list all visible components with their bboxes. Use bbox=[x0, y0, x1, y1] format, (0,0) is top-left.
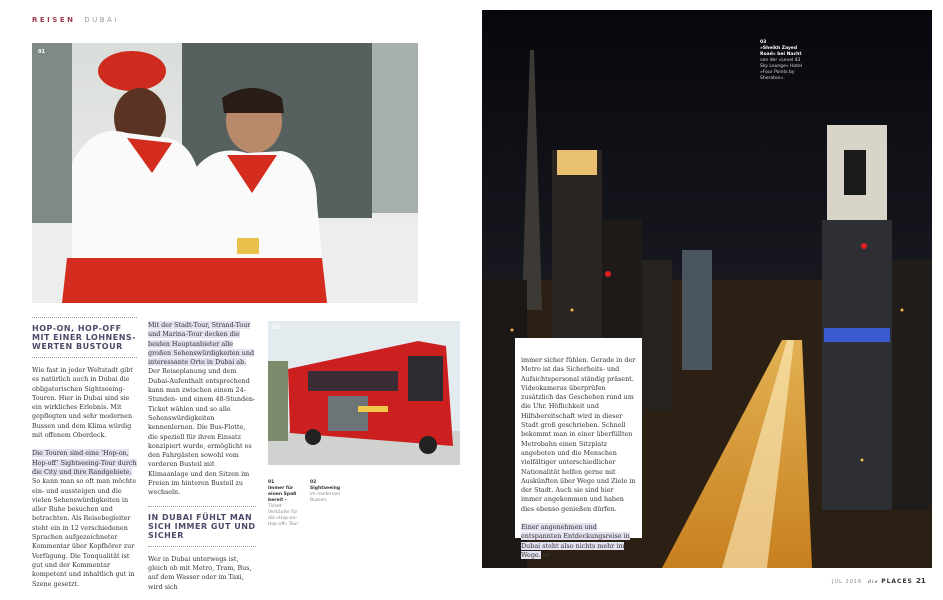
paragraph-text: Wie fast in jeder Weltstadt gibt es natürlich auch in Dubai die obligatorischen Sightseeing-Touren. Hier in Dubai sind sie ein wirkliches Erlebnis. Mit gepflegten und sehr modernen Bussen und dem Klima würdig mit offenem Oberdeck. bbox=[32, 366, 133, 440]
red-bus-image bbox=[268, 321, 460, 465]
caption-01 bbox=[268, 480, 302, 528]
divider bbox=[148, 506, 256, 507]
paragraph-text: Wer in Dubai unterwegs ist, gleich ob mit Metro, Tram, Bus, auf dem Wasser oder im Taxi, wird sich bbox=[148, 554, 252, 591]
caption-number: 01 bbox=[268, 480, 275, 485]
column-2 bbox=[148, 321, 256, 592]
divider bbox=[32, 357, 137, 358]
heading-safety: IN DUBAI FÜHLT MAN SICH IMMER GUT UND SICHER bbox=[148, 512, 256, 540]
paragraph-text: So kann man so oft man möchte ein- und aussteigen und die vielen Sehenswürdigkeiten in aller Ruhe besuchen und betrachten. Als Reisebegleiter steht ein in 12 verschiedenen Sprachen aufgezeichneter Kommentar über Kopfhörer zur Verfügung. Die Tonqualität ist gut und der Kommentar kompetent und inhaltlich gut in Szene gesetzt. bbox=[32, 477, 137, 588]
caption-number: 02 bbox=[310, 480, 317, 485]
photo-number-01: 01 bbox=[38, 49, 45, 55]
paragraph bbox=[32, 366, 137, 440]
page-number: 21 bbox=[916, 577, 926, 585]
ticket-sellers-image bbox=[32, 43, 418, 303]
paragraph-text: Der Reiseplanung und dem Dubai-Aufenthalt entsprechend kann man zwischen einem 24-Stunden- und einem 48-Stunden-Ticket wählen und so alle Sehenswürdigkeiten kennenlernen. Die Bus-Flotte, die speziell für ihren Einsatz konzipiert wurde, ermöglicht es den Fahrgästen sowohl vom vorderen Busteil mit Klimaanlage und den Sitzen im Freien im hinteren Busteil zu wechseln. bbox=[148, 367, 256, 497]
caption-03 bbox=[760, 40, 802, 82]
magazine-logo: PLACES bbox=[881, 578, 913, 585]
photo-red-bus bbox=[268, 321, 460, 465]
paragraph bbox=[148, 321, 256, 498]
end-mark: MP bbox=[542, 552, 550, 558]
magazine-logo-small: die bbox=[867, 579, 879, 585]
highlighted-text: Mit der Stadt-Tour, Strand-Tour und Marina-Tour decken die beiden Hauptanbieter alle großen Sehenswürdigkeiten und interessante Orte in Dubai ab. bbox=[148, 321, 255, 367]
caption-title: Immer für einen Spaß bereit – bbox=[268, 486, 297, 503]
caption-number: 03 bbox=[760, 40, 767, 45]
divider bbox=[148, 546, 256, 547]
highlighted-text: Einer angenehmen und entspannten Entdeckungsreise in Dubai steht also nichts mehr im Wege. bbox=[521, 523, 630, 559]
paragraph bbox=[148, 555, 256, 592]
caption-title: »Sheikh Zayed Road« bei Nacht bbox=[760, 46, 802, 57]
caption-text: von der »Level 43 Sky Lounge« Hotel »Four Points by Sheraton«. bbox=[760, 58, 803, 81]
section-header bbox=[32, 16, 119, 24]
caption-title: Sightseeing bbox=[310, 486, 341, 491]
issue-date: JUL 2016 bbox=[832, 579, 863, 585]
photo-number-02: 02 bbox=[273, 325, 280, 331]
subsection-label: DUBAI bbox=[84, 16, 119, 24]
section-label: REISEN bbox=[32, 16, 76, 24]
highlighted-text: Die Touren sind eine ‘Hop-on, Hop-off’ Sightseeing-Tour durch die City und ihre Randgebiete. bbox=[32, 449, 137, 476]
paragraph-text: immer sicher fühlen. Gerade in der Metro ist das Sicherheits- und Aufsichtspersonal ständig präsent. Videokameras überprüfen zusätzlich das Geschehen rund um die Uhr. Höflichkeit und Hilfsbereitschaft wird in dieser Stadt groß geschrieben. Schnell bekommt man in einer überfüllten Metrobahn einen Sitzplatz angeboten und die Menschen vielfältiger unterschiedlicher Nationalität helfen gerne mit Auskünften über Wege und Ziele in der Stadt. Auch sie sind hier immer angekommen und haben dies ebenso genießen dürfen. bbox=[521, 356, 636, 513]
divider bbox=[32, 317, 137, 318]
paragraph bbox=[515, 338, 642, 514]
paragraph bbox=[515, 514, 642, 560]
heading-bustour: HOP-ON, HOP-OFF MIT EINER LOHNENS-WERTEN BUSTOUR bbox=[32, 324, 136, 351]
column-1 bbox=[32, 317, 137, 589]
caption-02 bbox=[310, 480, 348, 504]
caption-text: im modernen Bussen. bbox=[310, 492, 341, 503]
photo-ticket-sellers bbox=[32, 43, 418, 303]
caption-text: Ticket-Verkäufer für die »Hop-on-Hop-off« Tour bbox=[268, 504, 299, 527]
paragraph bbox=[32, 449, 137, 588]
column-3-textbox bbox=[515, 338, 642, 559]
